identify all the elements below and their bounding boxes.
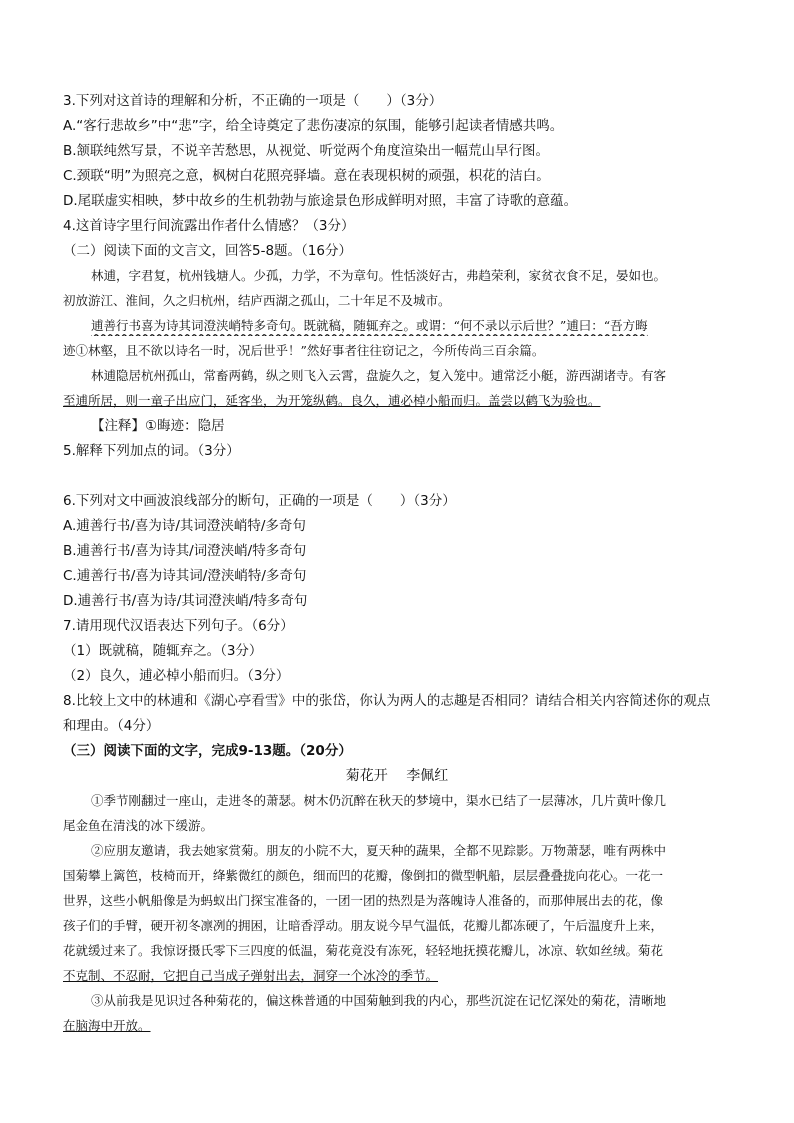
- article-paragraph-2-line-3: 世界，这些小帆船像是为蚂蚁出门探宝准备的，一团一团的热烈是为落魄诗人准备的，而那伸展出去的花，像: [63, 893, 664, 908]
- option-6c: C.逋善行书/喜为诗其词/澄浃峭特/多奇句: [63, 568, 307, 584]
- passage-paragraph-1-cont: 初放游江、淮间，久之归杭州，结庐西湖之孤山，二十年足不及城市。: [63, 293, 451, 308]
- passage-paragraph-2: [91, 316, 763, 336]
- question-7-item-2: （2）良久，逋必棹小船而归。（3分）: [63, 668, 290, 684]
- underlined-sentence: 至逋所居，则一童子出应门，延客坐，为开笼纵鹤。良久，逋必棹小船而归。盖尝以鹤飞为验也。: [63, 393, 601, 408]
- article-paragraph-3: ③从前我是见识过各种菊花的，偏这株普通的中国菊触到我的内心，那些沉淀在记忆深处的菊花，清晰地: [91, 993, 667, 1008]
- article-paragraph-1: ①季节刚翻过一座山，走进冬的萧瑟。树木仍沉醉在秋天的梦境中，渠水已结了一层薄冰，几片黄叶像几: [91, 793, 667, 808]
- article-paragraph-2-line-2: 国菊攀上篱笆，枝椅而开，绛紫微红的颜色，细而凹的花瓣，像倒扣的微型帆船，层层叠叠拢向花心。一花一: [63, 868, 664, 883]
- article-paragraph-1-cont: 尾金鱼在清浅的冰下缓游。: [63, 818, 214, 833]
- annotation-note: 【注释】①晦迹：隐居: [91, 418, 225, 434]
- option-6d: D.逋善行书/喜为诗/其词澄浃峭/特多奇句: [63, 593, 308, 609]
- option-3c: C.颈联“明”为照亮之意，枫树白花照亮驿墙。意在表现枳树的顽强，枳花的洁白。: [63, 168, 550, 184]
- article-paragraph-2: ②应朋友邀请，我去她家赏菊。朋友的小院不大，夏天种的蔬果，全都不见踪影。万物萧瑟，唯有两株中: [91, 843, 667, 858]
- article-paragraph-3-cont: [63, 1016, 763, 1036]
- question-3: 3.下列对这首诗的理解和分析，不正确的一项是（ ）（3分）: [63, 93, 443, 109]
- question-4: 4.这首诗字里行间流露出作者什么情感？（3分）: [63, 218, 355, 234]
- question-7-item-1: （1）既就稿，随辄弃之。（3分）: [63, 643, 263, 659]
- article-paragraph-2-line-5: 花就缓过来了。我惊讶摄氏零下三四度的低温，菊花竟没有冻死，轻轻地抚摸花瓣儿，冰凉、软如丝绒。菊花: [63, 943, 664, 958]
- section-2-heading: （二）阅读下面的文言文，回答5-8题。（16分）: [63, 243, 352, 259]
- passage-paragraph-3-cont: [63, 391, 763, 411]
- underlined-sentence: 在脑海中开放。: [63, 1018, 151, 1033]
- article-title: 菊花开 李佩红: [345, 768, 449, 784]
- question-8-cont: 和理由。（4分）: [63, 718, 160, 734]
- passage-paragraph-3: 林逋隐居杭州孤山，常畜两鹤，纵之则飞入云霄，盘旋久之，复入笼中。逋常泛小艇，游西湖诸寺。有客: [91, 368, 667, 383]
- option-3d: D.尾联虚实相映，梦中故乡的生机勃勃与旅途景色形成鲜明对照，丰富了诗歌的意蕴。: [63, 193, 578, 209]
- wavy-underlined-sentence: 逋善行书喜为诗其词澄浃峭特多奇句。既就稿，随辄弃之。或谓：“何不录以示后世？”逋曰：“吾方晦: [91, 318, 648, 333]
- option-6a: A.逋善行书/喜为诗/其词澄浃峭特/多奇句: [63, 518, 306, 534]
- option-3a: A.“客行悲故乡”中“悲”字，给全诗奠定了悲伤凄凉的氛围，能够引起读者情感共鸣。: [63, 118, 564, 134]
- question-7: 7.请用现代汉语表达下列句子。（6分）: [63, 618, 294, 634]
- article-paragraph-2-line-6: [63, 966, 763, 986]
- question-8: 8.比较上文中的林逋和《湖心亭看雪》中的张岱，你认为两人的志趣是否相同？请结合相关内容简述你的观点: [63, 693, 711, 709]
- underlined-sentence: 不克制、不忍耐，它把自己当成子弹射出去，洞穿一个冰冷的季节。: [63, 968, 439, 983]
- passage-paragraph-1: 林逋，字君复，杭州钱塘人。少孤，力学，不为章句。性恬淡好古，弗趋荣利，家贫衣食不足，晏如也。: [91, 268, 667, 283]
- question-5: 5.解释下列加点的词。（3分）: [63, 443, 240, 459]
- passage-paragraph-2-cont: 迹①林壑，且不欲以诗名一时，况后世乎！”然好事者往往窃记之，今所传尚三百余篇。: [63, 343, 545, 358]
- article-paragraph-2-line-4: 孩子们的手臂，硬开初冬凛冽的拥困，让暗香浮动。朋友说今早气温低，花瓣儿都冻硬了，午后温度升上来，: [63, 918, 664, 933]
- option-6b: B.逋善行书/喜为诗其/词澄浃峭/特多奇句: [63, 543, 307, 559]
- question-6: 6.下列对文中画波浪线部分的断句，正确的一项是（ ）（3分）: [63, 493, 456, 509]
- option-3b: B.颔联纯然写景，不说辛苦愁思，从视觉、听觉两个角度渲染出一幅荒山早行图。: [63, 143, 550, 159]
- section-3-heading: （三）阅读下面的文字，完成9-13题。（20分）: [63, 743, 352, 759]
